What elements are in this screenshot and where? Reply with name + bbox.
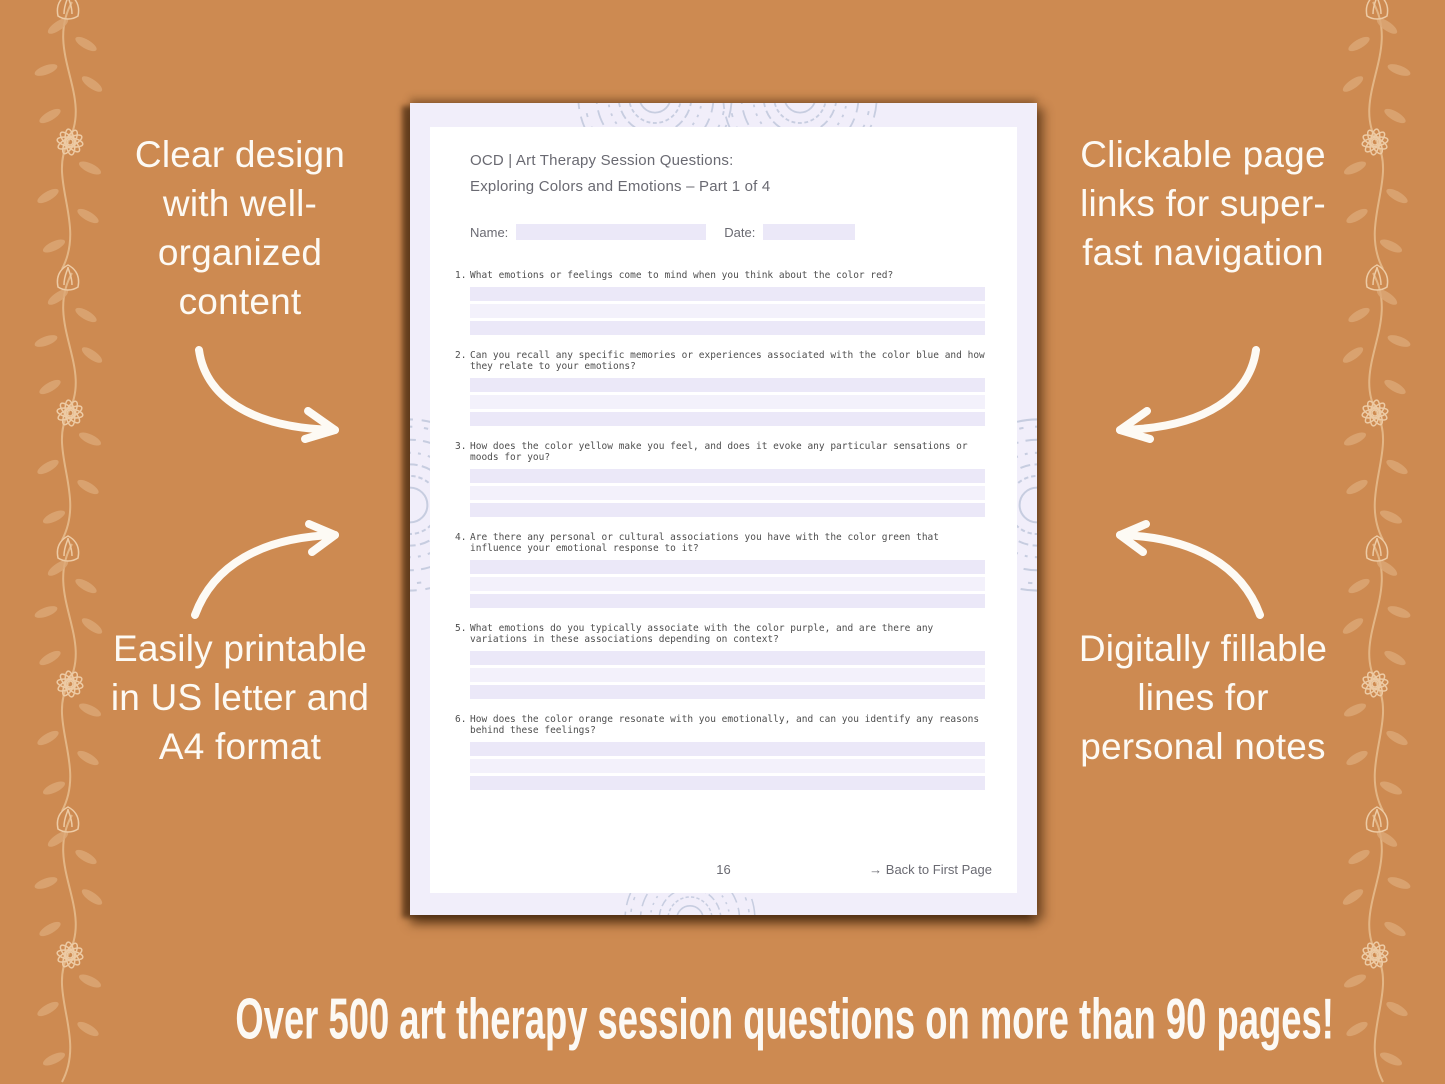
answer-line[interactable]: [470, 759, 985, 773]
annotation-printable: Easily printable in US letter and A4 format: [110, 628, 370, 767]
answer-line[interactable]: [470, 776, 985, 790]
answer-line[interactable]: [470, 486, 985, 500]
answer-lines: [470, 560, 985, 608]
question-block: [455, 270, 1017, 335]
arrow-up-left-icon: [1102, 520, 1272, 625]
answer-line[interactable]: [470, 469, 985, 483]
question-number: 6.: [455, 713, 467, 725]
annotation-clickable-links: Clickable page links for super-fast navigation: [1080, 134, 1326, 273]
question-text: Can you recall any specific memories or experiences associated with the color blue and how they relate to your emotions?: [470, 349, 985, 372]
back-link-label: Back to First Page: [885, 862, 992, 877]
answer-lines: [470, 469, 985, 517]
arrow-down-left-icon: [1100, 342, 1270, 447]
date-label: Date:: [724, 224, 756, 240]
question-text: Are there any personal or cultural associations you have with the color green that influence your emotional response to it?: [470, 531, 939, 554]
page-number: 16: [716, 862, 731, 877]
annotation-clear-design: Clear design with well-organized content: [134, 134, 346, 322]
date-field[interactable]: [763, 224, 855, 240]
question-block: [455, 714, 1017, 790]
question-text: What emotions or feelings come to mind when you think about the color red?: [470, 270, 894, 281]
question-block: [455, 441, 1017, 517]
answer-line[interactable]: [470, 668, 985, 682]
worksheet-title-line2: Exploring Colors and Emotions – Part 1 of 4: [470, 178, 771, 195]
question-text: What emotions do you typically associate with the color purple, and are there any variations in these associations depending on context?: [470, 622, 934, 645]
question-number: 2.: [455, 349, 467, 361]
question-block: [455, 532, 1017, 608]
arrow-down-right-icon: [185, 342, 355, 447]
answer-line[interactable]: [470, 651, 985, 665]
question-block: [455, 623, 1017, 699]
name-date-row: [470, 224, 1017, 240]
question-number: 3.: [455, 440, 467, 452]
question-block: [455, 350, 1017, 426]
answer-line[interactable]: [470, 395, 985, 409]
question-number: 1.: [455, 270, 467, 281]
question-list: [455, 270, 1017, 790]
answer-line[interactable]: [470, 412, 985, 426]
answer-line[interactable]: [470, 685, 985, 699]
banner-text: Over 500 art therapy session questions on more than 90 pages!: [235, 988, 1334, 1052]
answer-lines: [470, 287, 985, 335]
answer-line[interactable]: [470, 577, 985, 591]
question-text: How does the color orange resonate with you emotionally, and can you identify any reasons behind these feelings?: [470, 713, 980, 736]
back-to-first-page-link[interactable]: [869, 862, 992, 877]
answer-line[interactable]: [470, 503, 985, 517]
question-text: How does the color yellow make you feel, and does it evoke any particular sensations or moods for you?: [470, 440, 968, 463]
answer-line[interactable]: [470, 321, 985, 335]
name-field[interactable]: [516, 224, 706, 240]
answer-lines: [470, 651, 985, 699]
question-number: 5.: [455, 622, 467, 634]
answer-line[interactable]: [470, 304, 985, 318]
worksheet-title-line1: OCD | Art Therapy Session Questions:: [470, 152, 734, 169]
answer-line[interactable]: [470, 560, 985, 574]
answer-lines: [470, 742, 985, 790]
bottom-banner: [0, 990, 1445, 1050]
back-arrow-icon: →: [869, 862, 883, 877]
answer-lines: [470, 378, 985, 426]
answer-line[interactable]: [470, 287, 985, 301]
annotation-fillable-lines: Digitally fillable lines for personal notes: [1078, 628, 1328, 767]
answer-line[interactable]: [470, 594, 985, 608]
answer-line[interactable]: [470, 742, 985, 756]
worksheet-content: [430, 127, 1017, 893]
answer-line[interactable]: [470, 378, 985, 392]
name-label: Name:: [470, 224, 509, 240]
question-number: 4.: [455, 531, 467, 543]
worksheet-page: [410, 103, 1037, 915]
arrow-up-right-icon: [183, 520, 353, 625]
